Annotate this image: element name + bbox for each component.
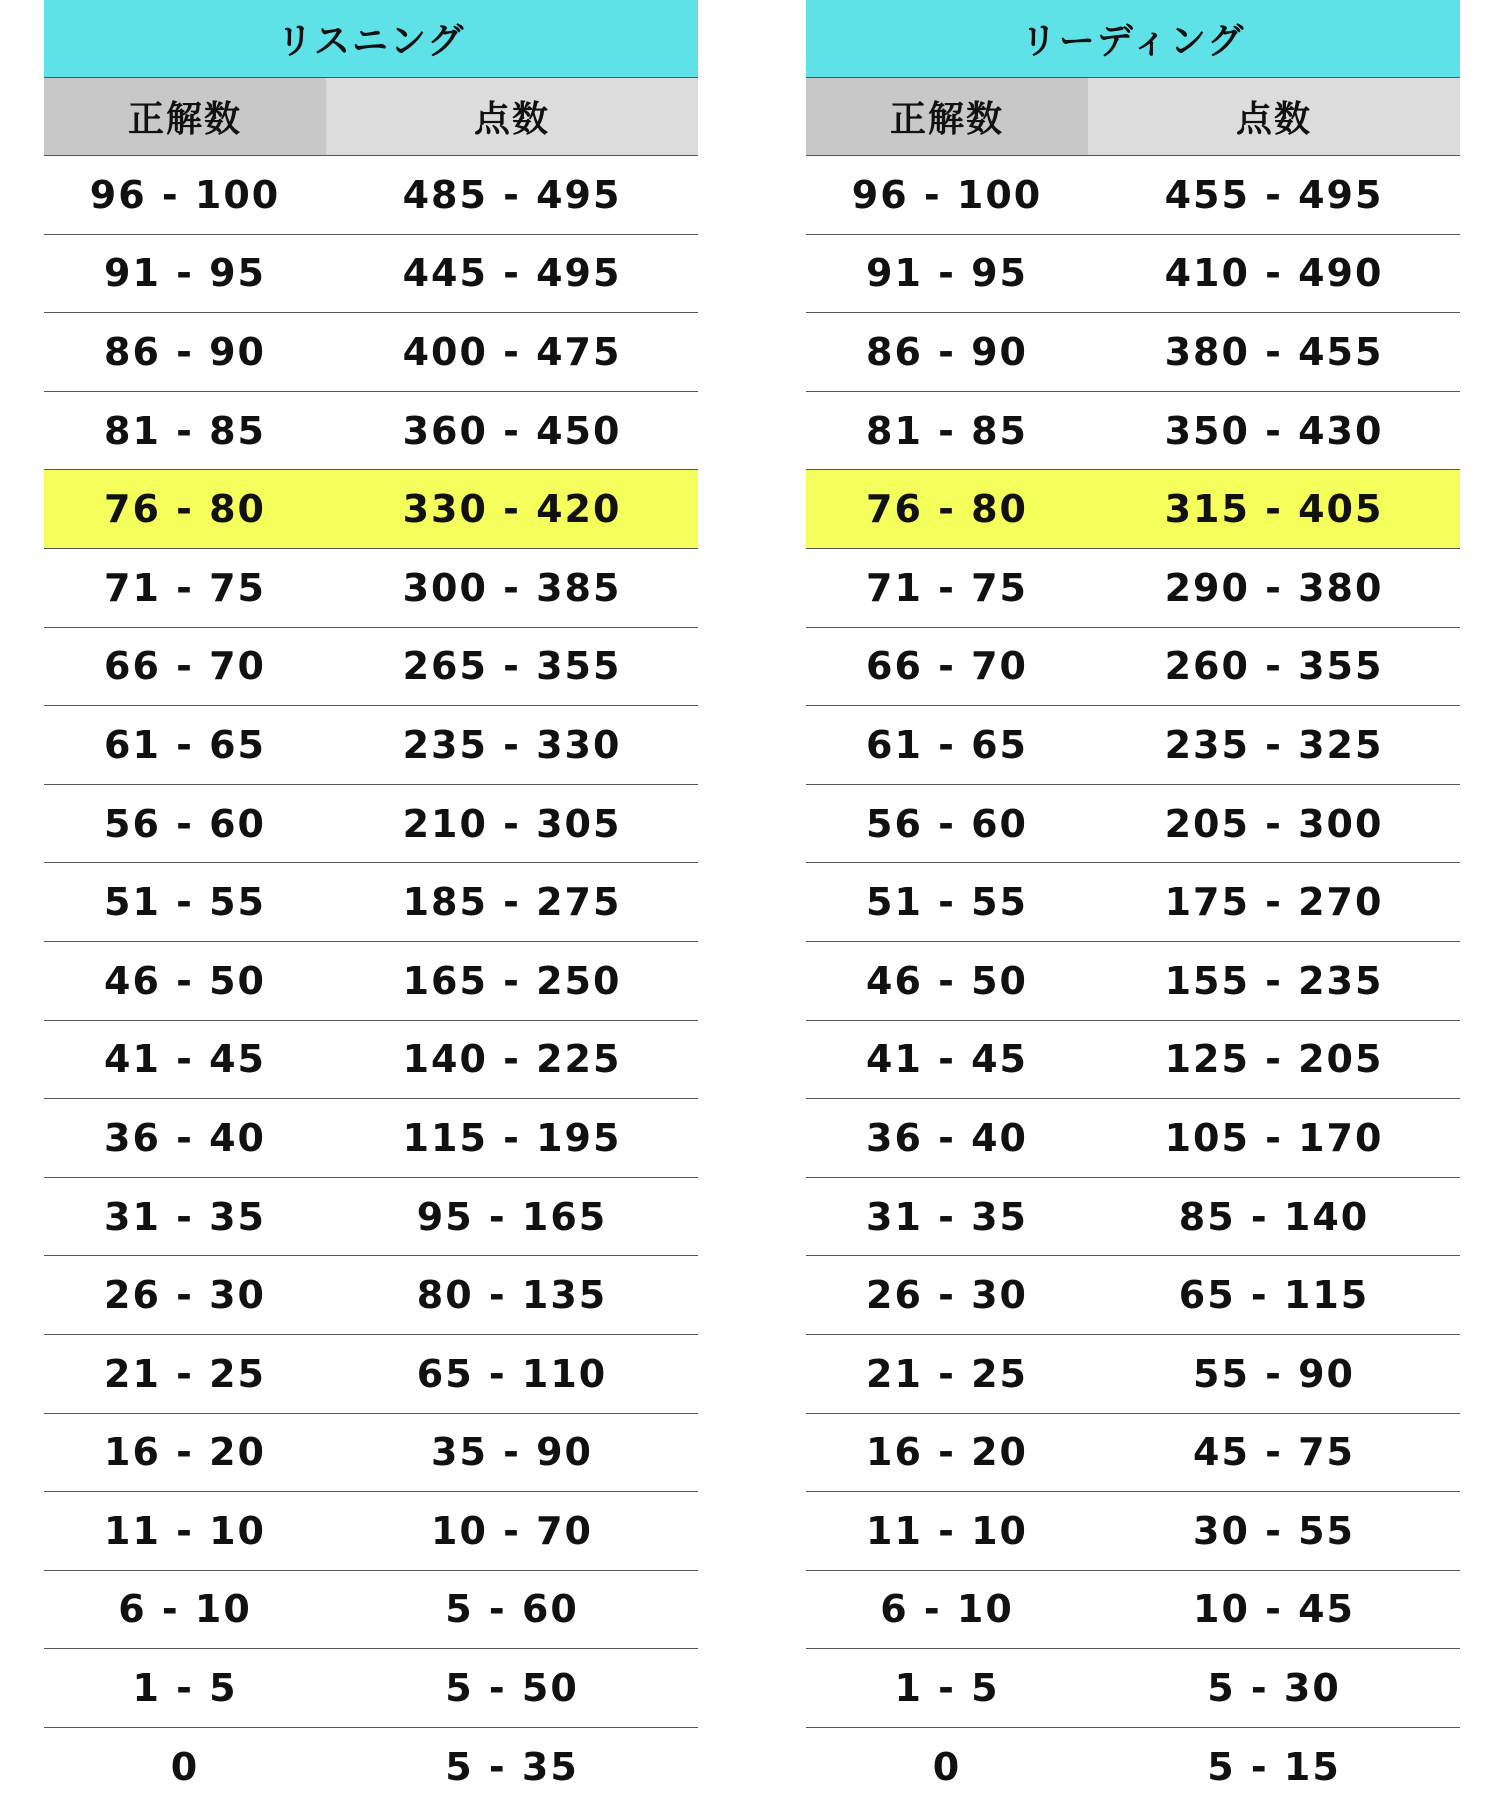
correct-count-cell: 81 - 85 bbox=[104, 408, 266, 453]
score-cell: 65 - 110 bbox=[416, 1351, 608, 1396]
table-row bbox=[44, 1571, 698, 1650]
header-score: 点数 bbox=[326, 78, 698, 155]
correct-count-cell: 51 - 55 bbox=[866, 880, 1028, 925]
score-cell: 235 - 325 bbox=[1164, 722, 1384, 767]
score-cell: 105 - 170 bbox=[1164, 1115, 1384, 1160]
table-row bbox=[44, 1099, 698, 1178]
correct-count-cell: 91 - 95 bbox=[104, 251, 266, 296]
table-row bbox=[806, 1021, 1460, 1100]
score-cell: 265 - 355 bbox=[402, 644, 622, 689]
table-header-row bbox=[806, 78, 1460, 156]
table-row bbox=[44, 1414, 698, 1493]
table-row bbox=[806, 313, 1460, 392]
table-row-highlighted bbox=[806, 470, 1460, 549]
table-row bbox=[806, 785, 1460, 864]
table-row bbox=[44, 628, 698, 707]
table-title: リーディング bbox=[806, 0, 1460, 78]
table-row bbox=[806, 1178, 1460, 1257]
score-cell: 315 - 405 bbox=[1164, 487, 1384, 532]
table-row bbox=[806, 942, 1460, 1021]
correct-count-cell: 26 - 30 bbox=[866, 1273, 1028, 1318]
correct-count-cell: 26 - 30 bbox=[104, 1273, 266, 1318]
header-score: 点数 bbox=[1088, 78, 1460, 155]
correct-count-cell: 66 - 70 bbox=[866, 644, 1028, 689]
score-cell: 125 - 205 bbox=[1164, 1037, 1384, 1082]
correct-count-cell: 31 - 35 bbox=[866, 1194, 1028, 1239]
table-row bbox=[806, 235, 1460, 314]
correct-count-cell: 1 - 5 bbox=[894, 1666, 1000, 1711]
correct-count-cell: 96 - 100 bbox=[851, 172, 1043, 217]
table-row bbox=[806, 549, 1460, 628]
score-cell: 350 - 430 bbox=[1164, 408, 1384, 453]
score-cell: 5 - 60 bbox=[445, 1587, 579, 1632]
correct-count-cell: 0 bbox=[170, 1745, 200, 1790]
table-row-highlighted bbox=[44, 470, 698, 549]
table-row bbox=[44, 1492, 698, 1571]
score-cell: 210 - 305 bbox=[402, 801, 622, 846]
score-cell: 205 - 300 bbox=[1164, 801, 1384, 846]
correct-count-cell: 46 - 50 bbox=[866, 958, 1028, 1003]
score-cell: 5 - 30 bbox=[1207, 1666, 1341, 1711]
correct-count-cell: 61 - 65 bbox=[104, 722, 266, 767]
table-row bbox=[806, 1099, 1460, 1178]
table-row bbox=[44, 706, 698, 785]
score-cell: 455 - 495 bbox=[1164, 172, 1384, 217]
table-body bbox=[806, 156, 1460, 1806]
listening-score-table bbox=[44, 0, 698, 1806]
score-cell: 410 - 490 bbox=[1164, 251, 1384, 296]
score-cell: 235 - 330 bbox=[402, 722, 622, 767]
correct-count-cell: 1 - 5 bbox=[132, 1666, 238, 1711]
score-cell: 400 - 475 bbox=[402, 329, 622, 374]
table-row bbox=[806, 628, 1460, 707]
score-cell: 140 - 225 bbox=[402, 1037, 622, 1082]
score-cell: 115 - 195 bbox=[402, 1115, 622, 1160]
correct-count-cell: 66 - 70 bbox=[104, 644, 266, 689]
table-row bbox=[806, 1492, 1460, 1571]
table-row bbox=[806, 1256, 1460, 1335]
table-row bbox=[44, 1728, 698, 1806]
correct-count-cell: 71 - 75 bbox=[104, 565, 266, 610]
correct-count-cell: 46 - 50 bbox=[104, 958, 266, 1003]
correct-count-cell: 86 - 90 bbox=[866, 329, 1028, 374]
score-cell: 45 - 75 bbox=[1193, 1430, 1355, 1475]
correct-count-cell: 96 - 100 bbox=[89, 172, 281, 217]
correct-count-cell: 0 bbox=[932, 1745, 962, 1790]
table-header-row bbox=[44, 78, 698, 156]
score-cell: 5 - 50 bbox=[445, 1666, 579, 1711]
table-row bbox=[44, 156, 698, 235]
correct-count-cell: 16 - 20 bbox=[866, 1430, 1028, 1475]
table-row bbox=[806, 156, 1460, 235]
table-row bbox=[806, 1649, 1460, 1728]
score-cell: 85 - 140 bbox=[1178, 1194, 1370, 1239]
table-row bbox=[44, 1649, 698, 1728]
score-cell: 5 - 15 bbox=[1207, 1745, 1341, 1790]
correct-count-cell: 41 - 45 bbox=[866, 1037, 1028, 1082]
score-cell: 65 - 115 bbox=[1178, 1273, 1370, 1318]
table-row bbox=[44, 863, 698, 942]
correct-count-cell: 41 - 45 bbox=[104, 1037, 266, 1082]
correct-count-cell: 56 - 60 bbox=[866, 801, 1028, 846]
correct-count-cell: 36 - 40 bbox=[104, 1115, 266, 1160]
score-cell: 95 - 165 bbox=[416, 1194, 608, 1239]
score-cell: 80 - 135 bbox=[416, 1273, 608, 1318]
correct-count-cell: 61 - 65 bbox=[866, 722, 1028, 767]
correct-count-cell: 31 - 35 bbox=[104, 1194, 266, 1239]
score-cell: 360 - 450 bbox=[402, 408, 622, 453]
score-cell: 380 - 455 bbox=[1164, 329, 1384, 374]
table-row bbox=[44, 1256, 698, 1335]
score-cell: 5 - 35 bbox=[445, 1745, 579, 1790]
correct-count-cell: 6 - 10 bbox=[118, 1587, 252, 1632]
correct-count-cell: 6 - 10 bbox=[880, 1587, 1014, 1632]
score-cell: 290 - 380 bbox=[1164, 565, 1384, 610]
table-row bbox=[806, 1335, 1460, 1414]
correct-count-cell: 21 - 25 bbox=[866, 1351, 1028, 1396]
correct-count-cell: 81 - 85 bbox=[866, 408, 1028, 453]
table-title: リスニング bbox=[44, 0, 698, 78]
score-cell: 330 - 420 bbox=[402, 487, 622, 532]
correct-count-cell: 36 - 40 bbox=[866, 1115, 1028, 1160]
score-cell: 10 - 70 bbox=[431, 1508, 593, 1553]
table-row bbox=[44, 392, 698, 471]
header-correct-count: 正解数 bbox=[806, 78, 1088, 155]
correct-count-cell: 11 - 10 bbox=[104, 1508, 266, 1553]
score-cell: 165 - 250 bbox=[402, 958, 622, 1003]
table-row bbox=[806, 392, 1460, 471]
table-row bbox=[806, 1414, 1460, 1493]
score-cell: 35 - 90 bbox=[431, 1430, 593, 1475]
correct-count-cell: 91 - 95 bbox=[866, 251, 1028, 296]
score-cell: 300 - 385 bbox=[402, 565, 622, 610]
score-cell: 10 - 45 bbox=[1193, 1587, 1355, 1632]
score-cell: 485 - 495 bbox=[402, 172, 622, 217]
correct-count-cell: 51 - 55 bbox=[104, 880, 266, 925]
correct-count-cell: 16 - 20 bbox=[104, 1430, 266, 1475]
score-cell: 260 - 355 bbox=[1164, 644, 1384, 689]
table-row bbox=[806, 706, 1460, 785]
correct-count-cell: 76 - 80 bbox=[866, 487, 1028, 532]
score-cell: 55 - 90 bbox=[1193, 1351, 1355, 1396]
table-row bbox=[44, 235, 698, 314]
header-correct-count: 正解数 bbox=[44, 78, 326, 155]
correct-count-cell: 21 - 25 bbox=[104, 1351, 266, 1396]
table-body bbox=[44, 156, 698, 1806]
table-row bbox=[806, 863, 1460, 942]
correct-count-cell: 76 - 80 bbox=[104, 487, 266, 532]
score-cell: 445 - 495 bbox=[402, 251, 622, 296]
correct-count-cell: 56 - 60 bbox=[104, 801, 266, 846]
table-row bbox=[44, 549, 698, 628]
correct-count-cell: 71 - 75 bbox=[866, 565, 1028, 610]
table-row bbox=[806, 1571, 1460, 1650]
table-row bbox=[44, 1335, 698, 1414]
table-row bbox=[44, 785, 698, 864]
correct-count-cell: 86 - 90 bbox=[104, 329, 266, 374]
score-cell: 175 - 270 bbox=[1164, 880, 1384, 925]
score-cell: 155 - 235 bbox=[1164, 958, 1384, 1003]
table-row bbox=[44, 1178, 698, 1257]
table-row bbox=[44, 1021, 698, 1100]
table-row bbox=[44, 313, 698, 392]
score-cell: 30 - 55 bbox=[1193, 1508, 1355, 1553]
correct-count-cell: 11 - 10 bbox=[866, 1508, 1028, 1553]
reading-score-table bbox=[806, 0, 1460, 1806]
table-row bbox=[806, 1728, 1460, 1806]
table-row bbox=[44, 942, 698, 1021]
score-cell: 185 - 275 bbox=[402, 880, 622, 925]
